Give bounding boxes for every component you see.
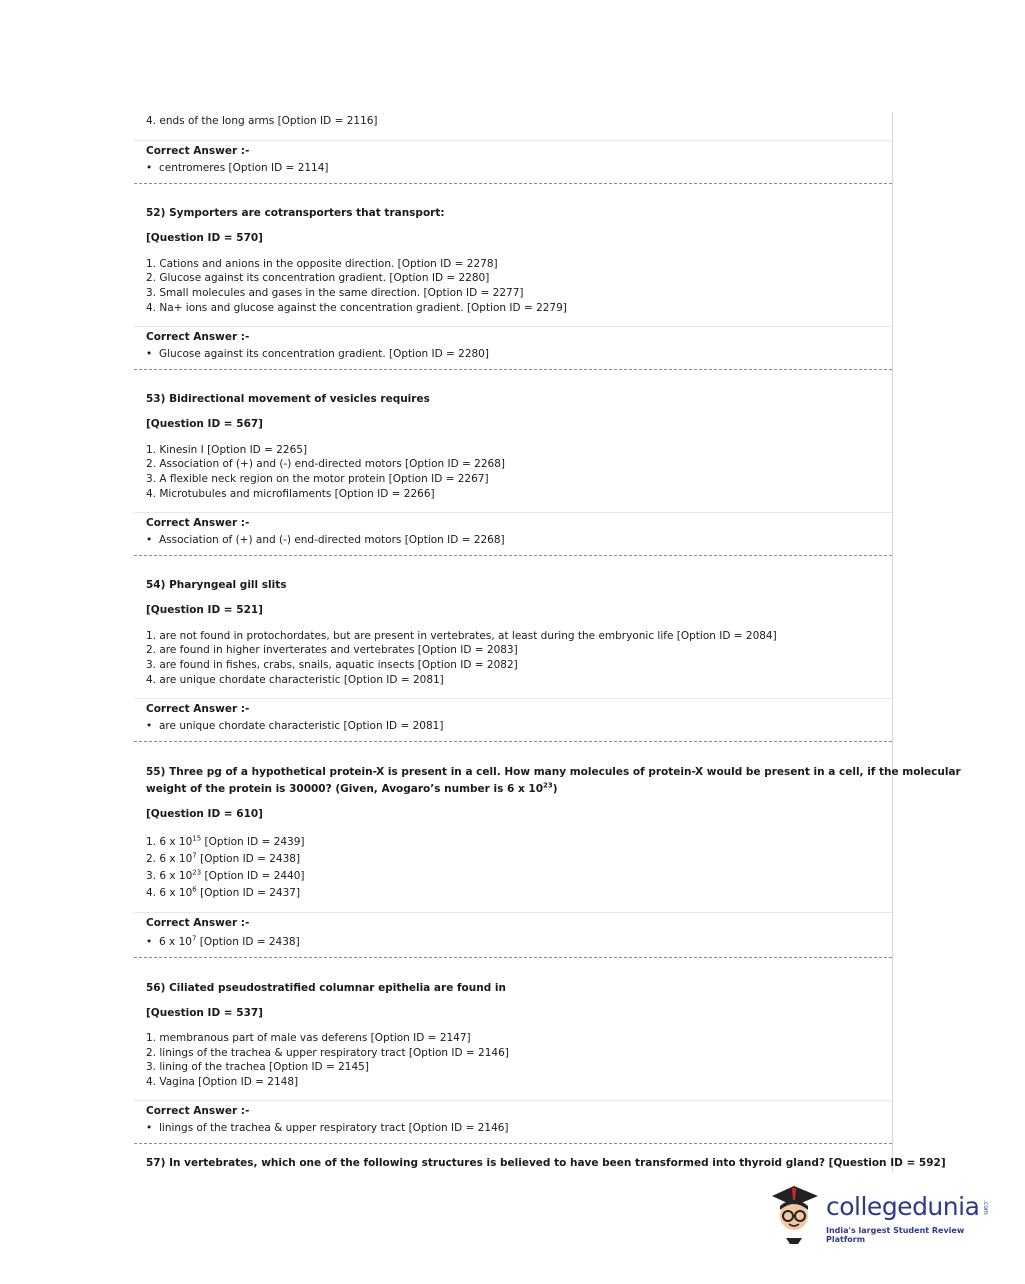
divider bbox=[134, 326, 892, 327]
option-text: 3. 6 x $10^{23}$ [Option ID = 2440] bbox=[146, 868, 305, 882]
question-separator bbox=[134, 555, 892, 556]
option-text: 1. membranous part of male vas deferens [Option ID = 2147] bbox=[146, 1032, 471, 1044]
question-id: [Question ID = 521] bbox=[146, 604, 263, 616]
option-text: 4. Na+ ions and glucose against the concentration gradient. [Option ID = 2279] bbox=[146, 302, 567, 314]
logo-com: .com bbox=[982, 1200, 989, 1215]
question-title: 54) Pharyngeal gill slits bbox=[146, 579, 287, 591]
correct-answer: • Glucose against its concentration gradient. [Option ID = 2280] bbox=[146, 348, 489, 361]
correct-answer-label: Correct Answer :- bbox=[146, 703, 250, 715]
option-text: 2. Glucose against its concentration gradient. [Option ID = 2280] bbox=[146, 272, 490, 284]
correct-answer-label: Correct Answer :- bbox=[146, 1105, 250, 1117]
question-separator bbox=[134, 741, 892, 742]
correct-answer: • 6 x $10^7$ [Option ID = 2438] bbox=[146, 936, 300, 949]
question-separator bbox=[134, 183, 892, 184]
divider bbox=[134, 140, 892, 141]
student-mascot-icon bbox=[766, 1178, 822, 1248]
logo-tagline: India's largest Student Review Platform bbox=[826, 1226, 965, 1244]
option-text: 1. are not found in protochordates, but are present in vertebrates, at least during the embryonic life [Option ID = 2084] bbox=[146, 630, 777, 642]
divider bbox=[134, 512, 892, 513]
option-text: 2. Association of (+) and (-) end-directed motors [Option ID = 2268] bbox=[146, 458, 505, 470]
option-text: 2. are found in higher inverterates and vertebrates [Option ID = 2083] bbox=[146, 644, 518, 656]
question-title: 56) Ciliated pseudostratified columnar epithelia are found in bbox=[146, 982, 506, 994]
question-title: 57) In vertebrates, which one of the following structures is believed to have been transformed into thyroid gland? [Question ID = 592] bbox=[146, 1157, 946, 1169]
divider bbox=[134, 912, 892, 913]
divider bbox=[134, 698, 892, 699]
correct-answer-label: Correct Answer :- bbox=[146, 331, 250, 343]
question-separator bbox=[134, 369, 892, 370]
question-id: [Question ID = 567] bbox=[146, 418, 263, 430]
option-text: 4. Microtubules and microfilaments [Option ID = 2266] bbox=[146, 488, 435, 500]
correct-answer-label: Correct Answer :- bbox=[146, 517, 250, 529]
option-text: 3. are found in fishes, crabs, snails, aquatic insects [Option ID = 2082] bbox=[146, 659, 518, 671]
question-id: [Question ID = 610] bbox=[146, 808, 263, 820]
divider bbox=[134, 1100, 892, 1101]
question-id: [Question ID = 570] bbox=[146, 232, 263, 244]
option-text: 1. 6 x $10^{15}$ [Option ID = 2439] bbox=[146, 834, 305, 848]
option-text: 4. Vagina [Option ID = 2148] bbox=[146, 1076, 299, 1088]
option-text: 2. linings of the trachea & upper respiratory tract [Option ID = 2146] bbox=[146, 1047, 509, 1059]
question-separator bbox=[134, 1143, 892, 1144]
collegedunia-logo bbox=[766, 1178, 996, 1248]
question-title-line2: weight of the protein is 30000? (Given, Avogaro’s number is 6 x $10^{23}$) bbox=[146, 781, 558, 795]
question-id: [Question ID = 537] bbox=[146, 1007, 263, 1019]
option-text: 3. Small molecules and gases in the same direction. [Option ID = 2277] bbox=[146, 287, 524, 299]
logo-wordmark: collegedunia bbox=[826, 1192, 980, 1221]
option-text: 1. Cations and anions in the opposite direction. [Option ID = 2278] bbox=[146, 258, 498, 270]
option-text: 4. 6 x $10^6$ [Option ID = 2437] bbox=[146, 885, 301, 899]
option-text: 4. are unique chordate characteristic [Option ID = 2081] bbox=[146, 674, 444, 686]
correct-answer: • linings of the trachea & upper respiratory tract [Option ID = 2146] bbox=[146, 1122, 509, 1135]
option-text: 2. 6 x $10^7$ [Option ID = 2438] bbox=[146, 851, 301, 865]
option-text: 1. Kinesin I [Option ID = 2265] bbox=[146, 444, 308, 456]
option-text: 3. lining of the trachea [Option ID = 2145] bbox=[146, 1061, 369, 1073]
option-text: 3. A flexible neck region on the motor protein [Option ID = 2267] bbox=[146, 473, 489, 485]
document-page bbox=[134, 112, 961, 1172]
question-title: 52) Symporters are cotransporters that transport: bbox=[146, 207, 445, 219]
correct-answer: • are unique chordate characteristic [Option ID = 2081] bbox=[146, 720, 443, 733]
option-text: 4. ends of the long arms [Option ID = 2116] bbox=[146, 115, 378, 127]
question-title: 55) Three pg of a hypothetical protein-X is present in a cell. How many molecules of protein-X would be present in a cell, if the molecular bbox=[146, 766, 961, 778]
correct-answer-label: Correct Answer :- bbox=[146, 145, 250, 157]
correct-answer: • centromeres [Option ID = 2114] bbox=[146, 162, 329, 175]
correct-answer: • Association of (+) and (-) end-directed motors [Option ID = 2268] bbox=[146, 534, 505, 547]
question-separator bbox=[134, 957, 892, 958]
correct-answer-label: Correct Answer :- bbox=[146, 917, 250, 929]
question-title: 53) Bidirectional movement of vesicles requires bbox=[146, 393, 430, 405]
